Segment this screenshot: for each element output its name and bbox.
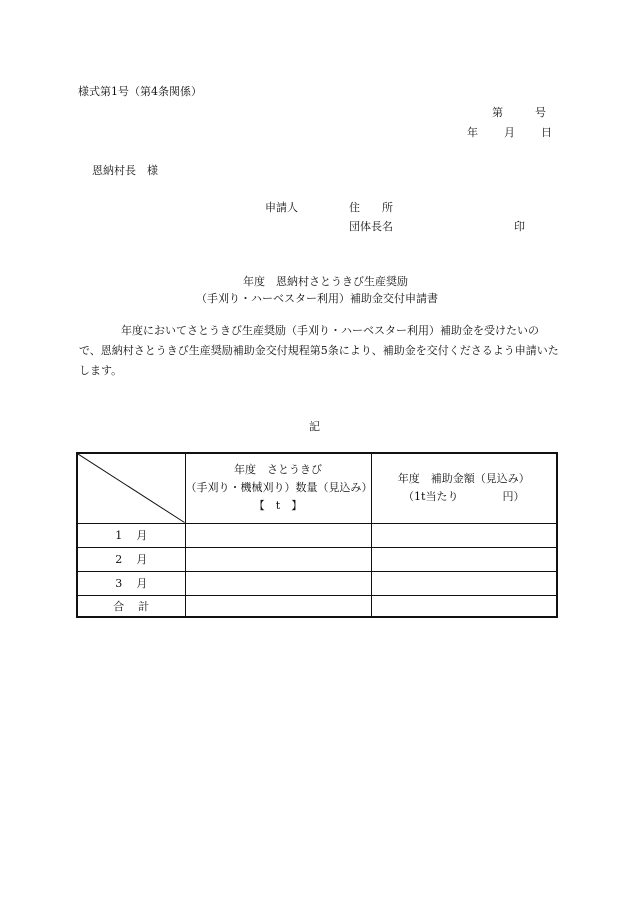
- document-number-prefix: 第: [492, 106, 503, 119]
- month-number: 1: [115, 529, 123, 542]
- memo-heading: 記: [309, 420, 320, 433]
- document-title-line1: 年度 恩納村さとうきび生産奨励: [243, 275, 408, 288]
- month-label: [77, 571, 185, 595]
- diagonal-header-cell: [77, 453, 185, 523]
- diagonal-line: [78, 454, 185, 523]
- month-label: [77, 547, 185, 571]
- quantity-input-cell[interactable]: [185, 523, 371, 547]
- quantity-header-unit: 【 t 】: [253, 499, 303, 513]
- document-number: [492, 104, 546, 120]
- quantity-input-cell[interactable]: [185, 547, 371, 571]
- document-number-suffix: 号: [535, 106, 546, 119]
- subsidy-input-cell[interactable]: [371, 571, 557, 595]
- application-body-text: 年度においてさとうきび生産奨励（手刈り・ハーベスター利用）補助金を受けたいので、恩納村さとうきび生産奨励補助金交付規程第5条により、補助金を交付くださるよう申請いたします。: [79, 324, 559, 377]
- date-day: 日: [541, 126, 552, 139]
- leader-name-label: 団体長名: [349, 220, 393, 233]
- month-number: 2: [115, 553, 123, 566]
- document-date: [467, 124, 552, 140]
- address-label: [349, 199, 393, 215]
- quantity-header-line2: （手刈り・機械刈り）数量（見込み）: [185, 481, 373, 495]
- subsidy-header-line2: （1t当たり 円）: [403, 490, 525, 504]
- table-row: [77, 571, 557, 595]
- address-label-part2: 所: [382, 201, 393, 214]
- total-label-part2: 計: [138, 599, 150, 613]
- address-label-part1: 住: [349, 201, 360, 214]
- total-label: [77, 595, 185, 617]
- total-label-part1: 合: [113, 599, 125, 613]
- month-label: [77, 523, 185, 547]
- quantity-header: [185, 453, 371, 523]
- subsidy-input-cell[interactable]: [371, 523, 557, 547]
- date-month: 月: [504, 126, 515, 139]
- month-unit: 月: [136, 553, 148, 566]
- month-unit: 月: [136, 529, 148, 542]
- subsidy-input-cell[interactable]: [371, 547, 557, 571]
- table-header-row: [77, 453, 557, 523]
- application-table: [76, 452, 558, 618]
- table-row: [77, 523, 557, 547]
- date-year: 年: [467, 126, 478, 139]
- month-unit: 月: [136, 577, 148, 590]
- total-quantity-cell[interactable]: [185, 595, 371, 617]
- total-subsidy-cell[interactable]: [371, 595, 557, 617]
- total-row: [77, 595, 557, 617]
- quantity-header-line1: 年度 さとうきび: [234, 463, 322, 477]
- subsidy-header-line1: 年度 補助金額（見込み）: [397, 472, 530, 486]
- applicant-label: 申請人: [265, 201, 298, 214]
- seal-mark: 印: [514, 220, 525, 233]
- subsidy-header: [371, 453, 557, 523]
- document-title-line2: （手刈り・ハーベスター利用）補助金交付申請書: [196, 292, 438, 305]
- form-number: 様式第1号（第4条関係）: [78, 85, 202, 98]
- month-number: 3: [115, 577, 123, 590]
- addressee: 恩納村長 様: [92, 164, 158, 177]
- quantity-input-cell[interactable]: [185, 571, 371, 595]
- table-row: [77, 547, 557, 571]
